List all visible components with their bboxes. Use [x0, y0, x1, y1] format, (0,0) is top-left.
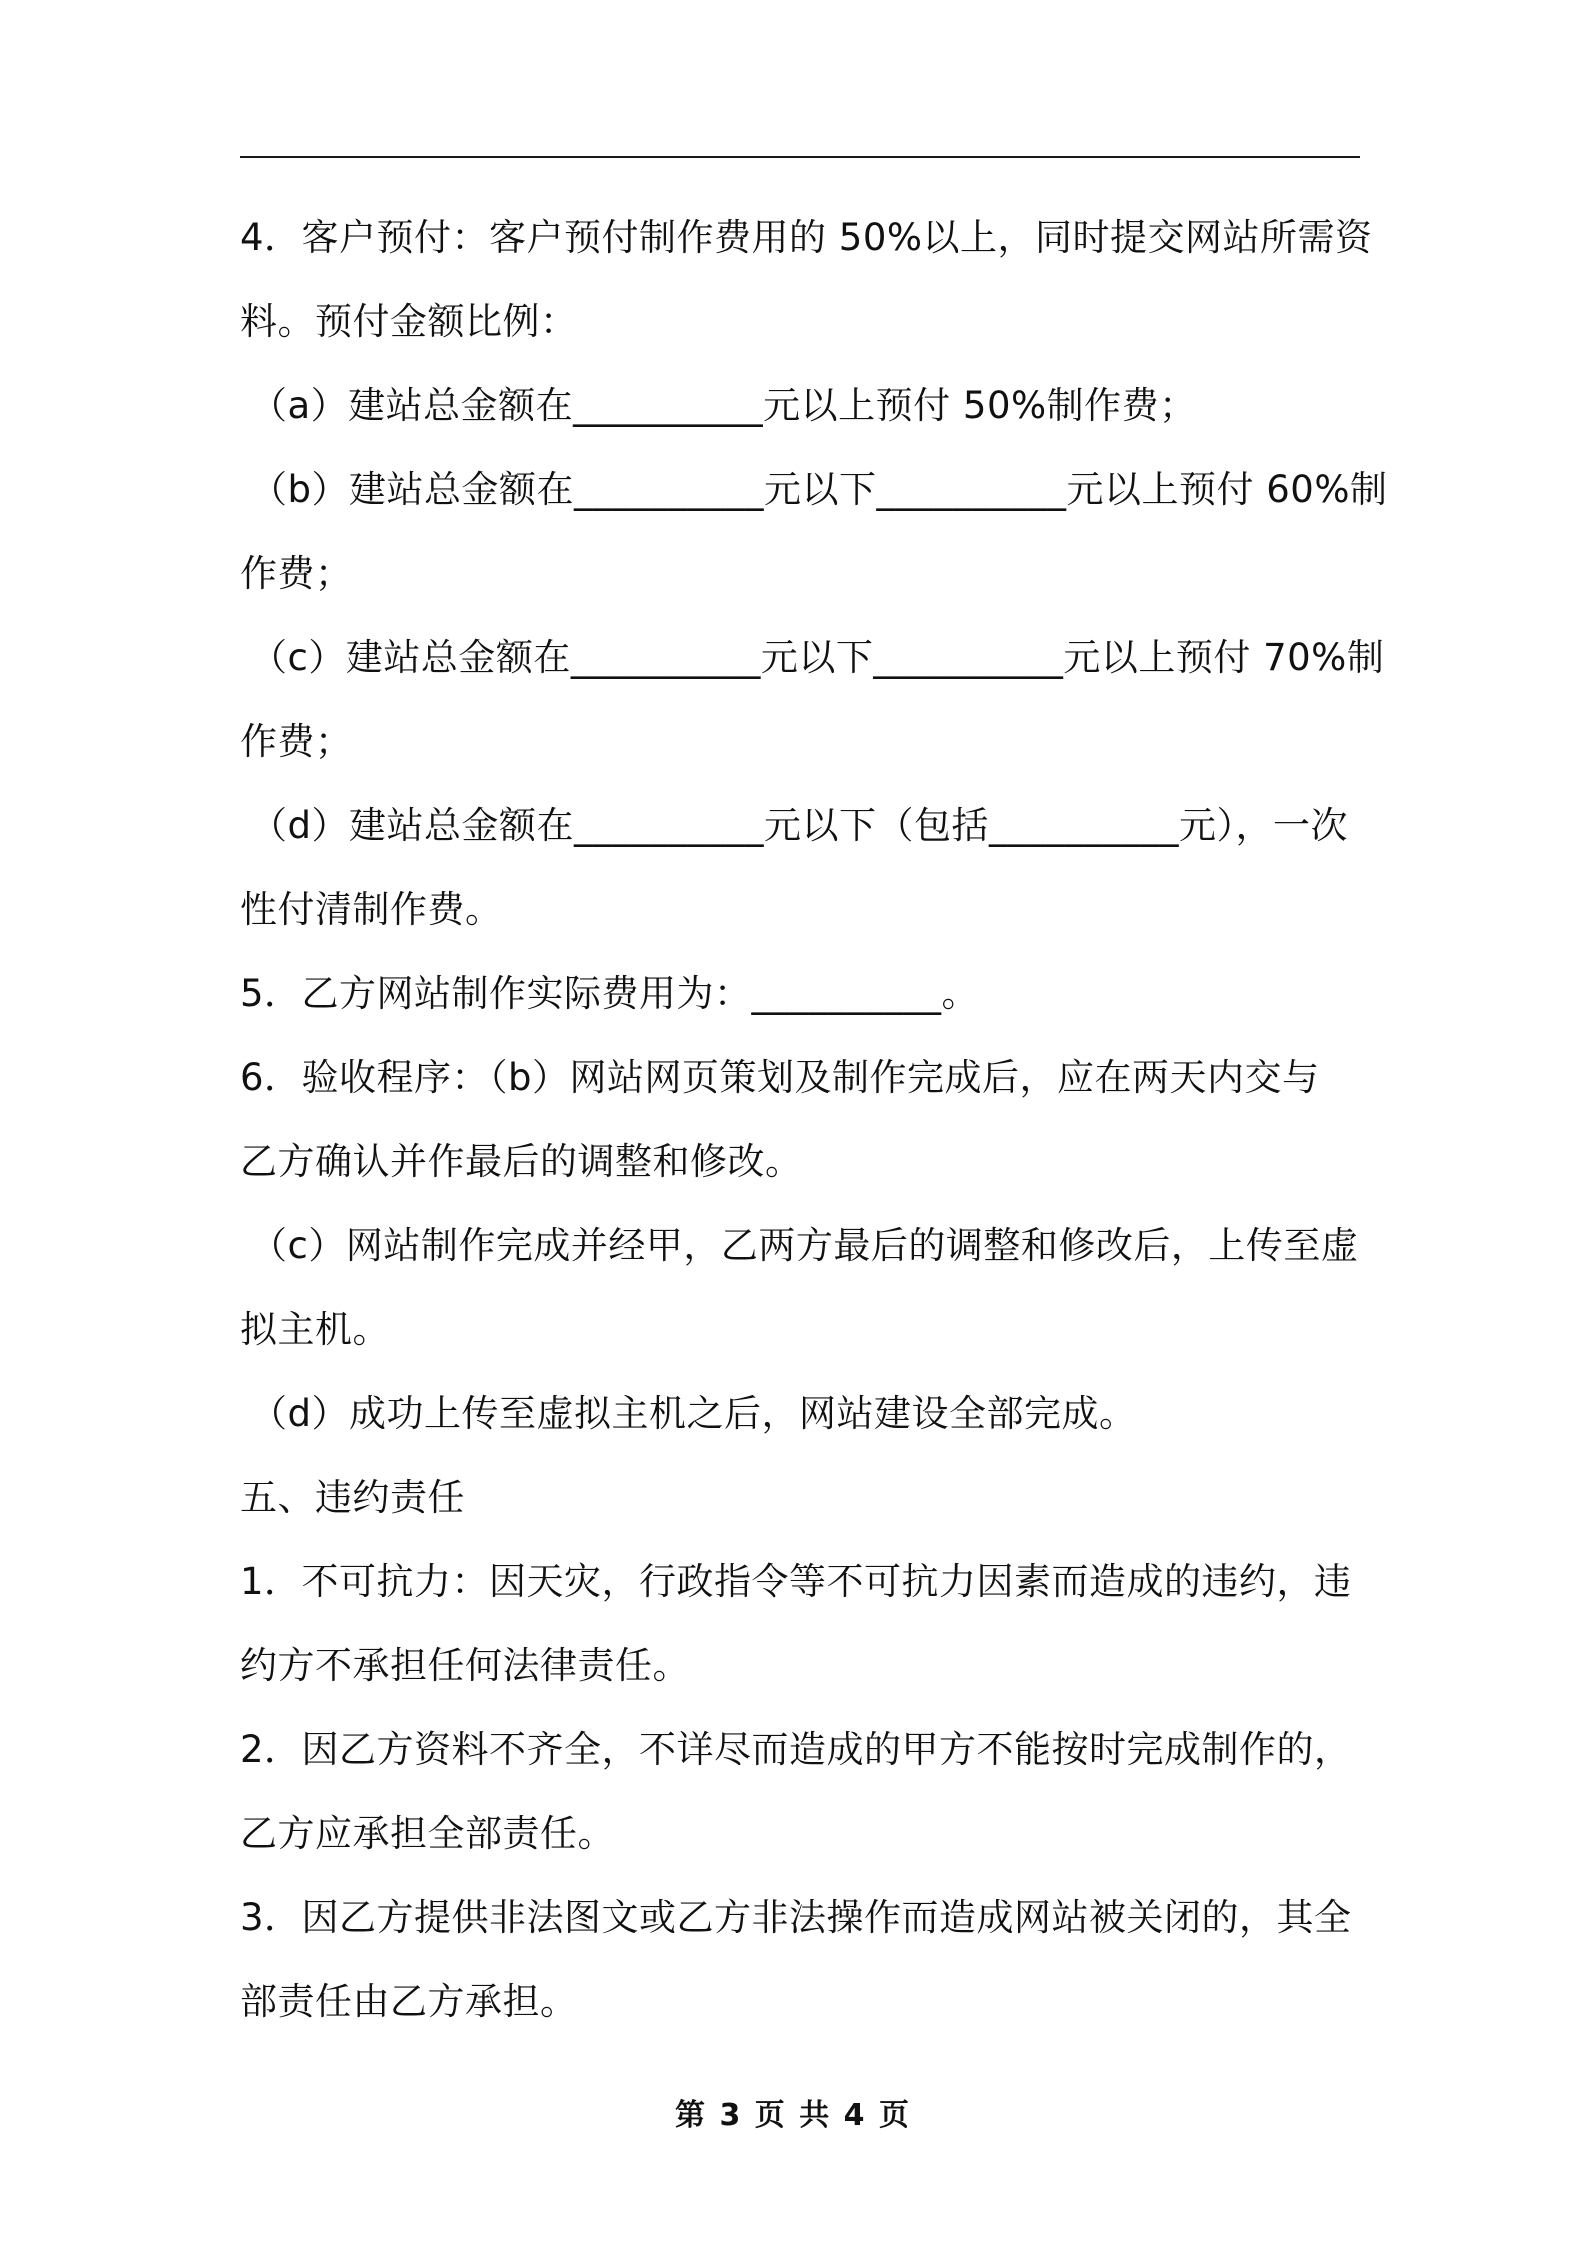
text-line: 性付清制作费。 [240, 888, 503, 931]
text-line: 乙方确认并作最后的调整和修改。 [240, 1140, 803, 1183]
text-line: （d）成功上传至虚拟主机之后，网站建设全部完成。 [250, 1392, 1137, 1435]
text-line: （a）建站总金额在__________元以上预付 50%制作费； [250, 384, 1197, 427]
text-line: （c）建站总金额在__________元以下__________元以上预付 70%制 [250, 636, 1385, 679]
text-line: 1．不可抗力：因天灾，行政指令等不可抗力因素而造成的违约，违 [240, 1560, 1352, 1603]
header-rule [240, 156, 1360, 158]
text-line: 部责任由乙方承担。 [240, 1980, 578, 2023]
text-line: 作费； [240, 720, 353, 763]
text-line: 4．客户预付：客户预付制作费用的 50%以上，同时提交网站所需资 [240, 216, 1373, 259]
page-number: 第 3 页 共 4 页 [675, 2098, 911, 2133]
text-line: 3．因乙方提供非法图文或乙方非法操作而造成网站被关闭的，其全 [240, 1896, 1352, 1939]
text-line: 6．验收程序：（b）网站网页策划及制作完成后，应在两天内交与 [240, 1056, 1320, 1099]
text-line: 2．因乙方资料不齐全，不详尽而造成的甲方不能按时完成制作的， [240, 1728, 1352, 1771]
section-heading: 五、违约责任 [240, 1476, 465, 1519]
text-line: 5．乙方网站制作实际费用为：__________。 [240, 972, 980, 1015]
text-line: 作费； [240, 552, 353, 595]
text-line: 约方不承担任何法律责任。 [240, 1644, 690, 1687]
text-line: 乙方应承担全部责任。 [240, 1812, 615, 1855]
text-line: （d）建站总金额在__________元以下（包括__________元），一次 [250, 804, 1348, 847]
document-body [240, 196, 1388, 2044]
text-line: 料。预付金额比例： [240, 300, 578, 343]
text-line: （c）网站制作完成并经甲，乙两方最后的调整和修改后，上传至虚 [250, 1224, 1359, 1267]
text-line: （b）建站总金额在__________元以下__________元以上预付 60%制 [250, 468, 1388, 511]
text-line: 拟主机。 [240, 1308, 390, 1351]
